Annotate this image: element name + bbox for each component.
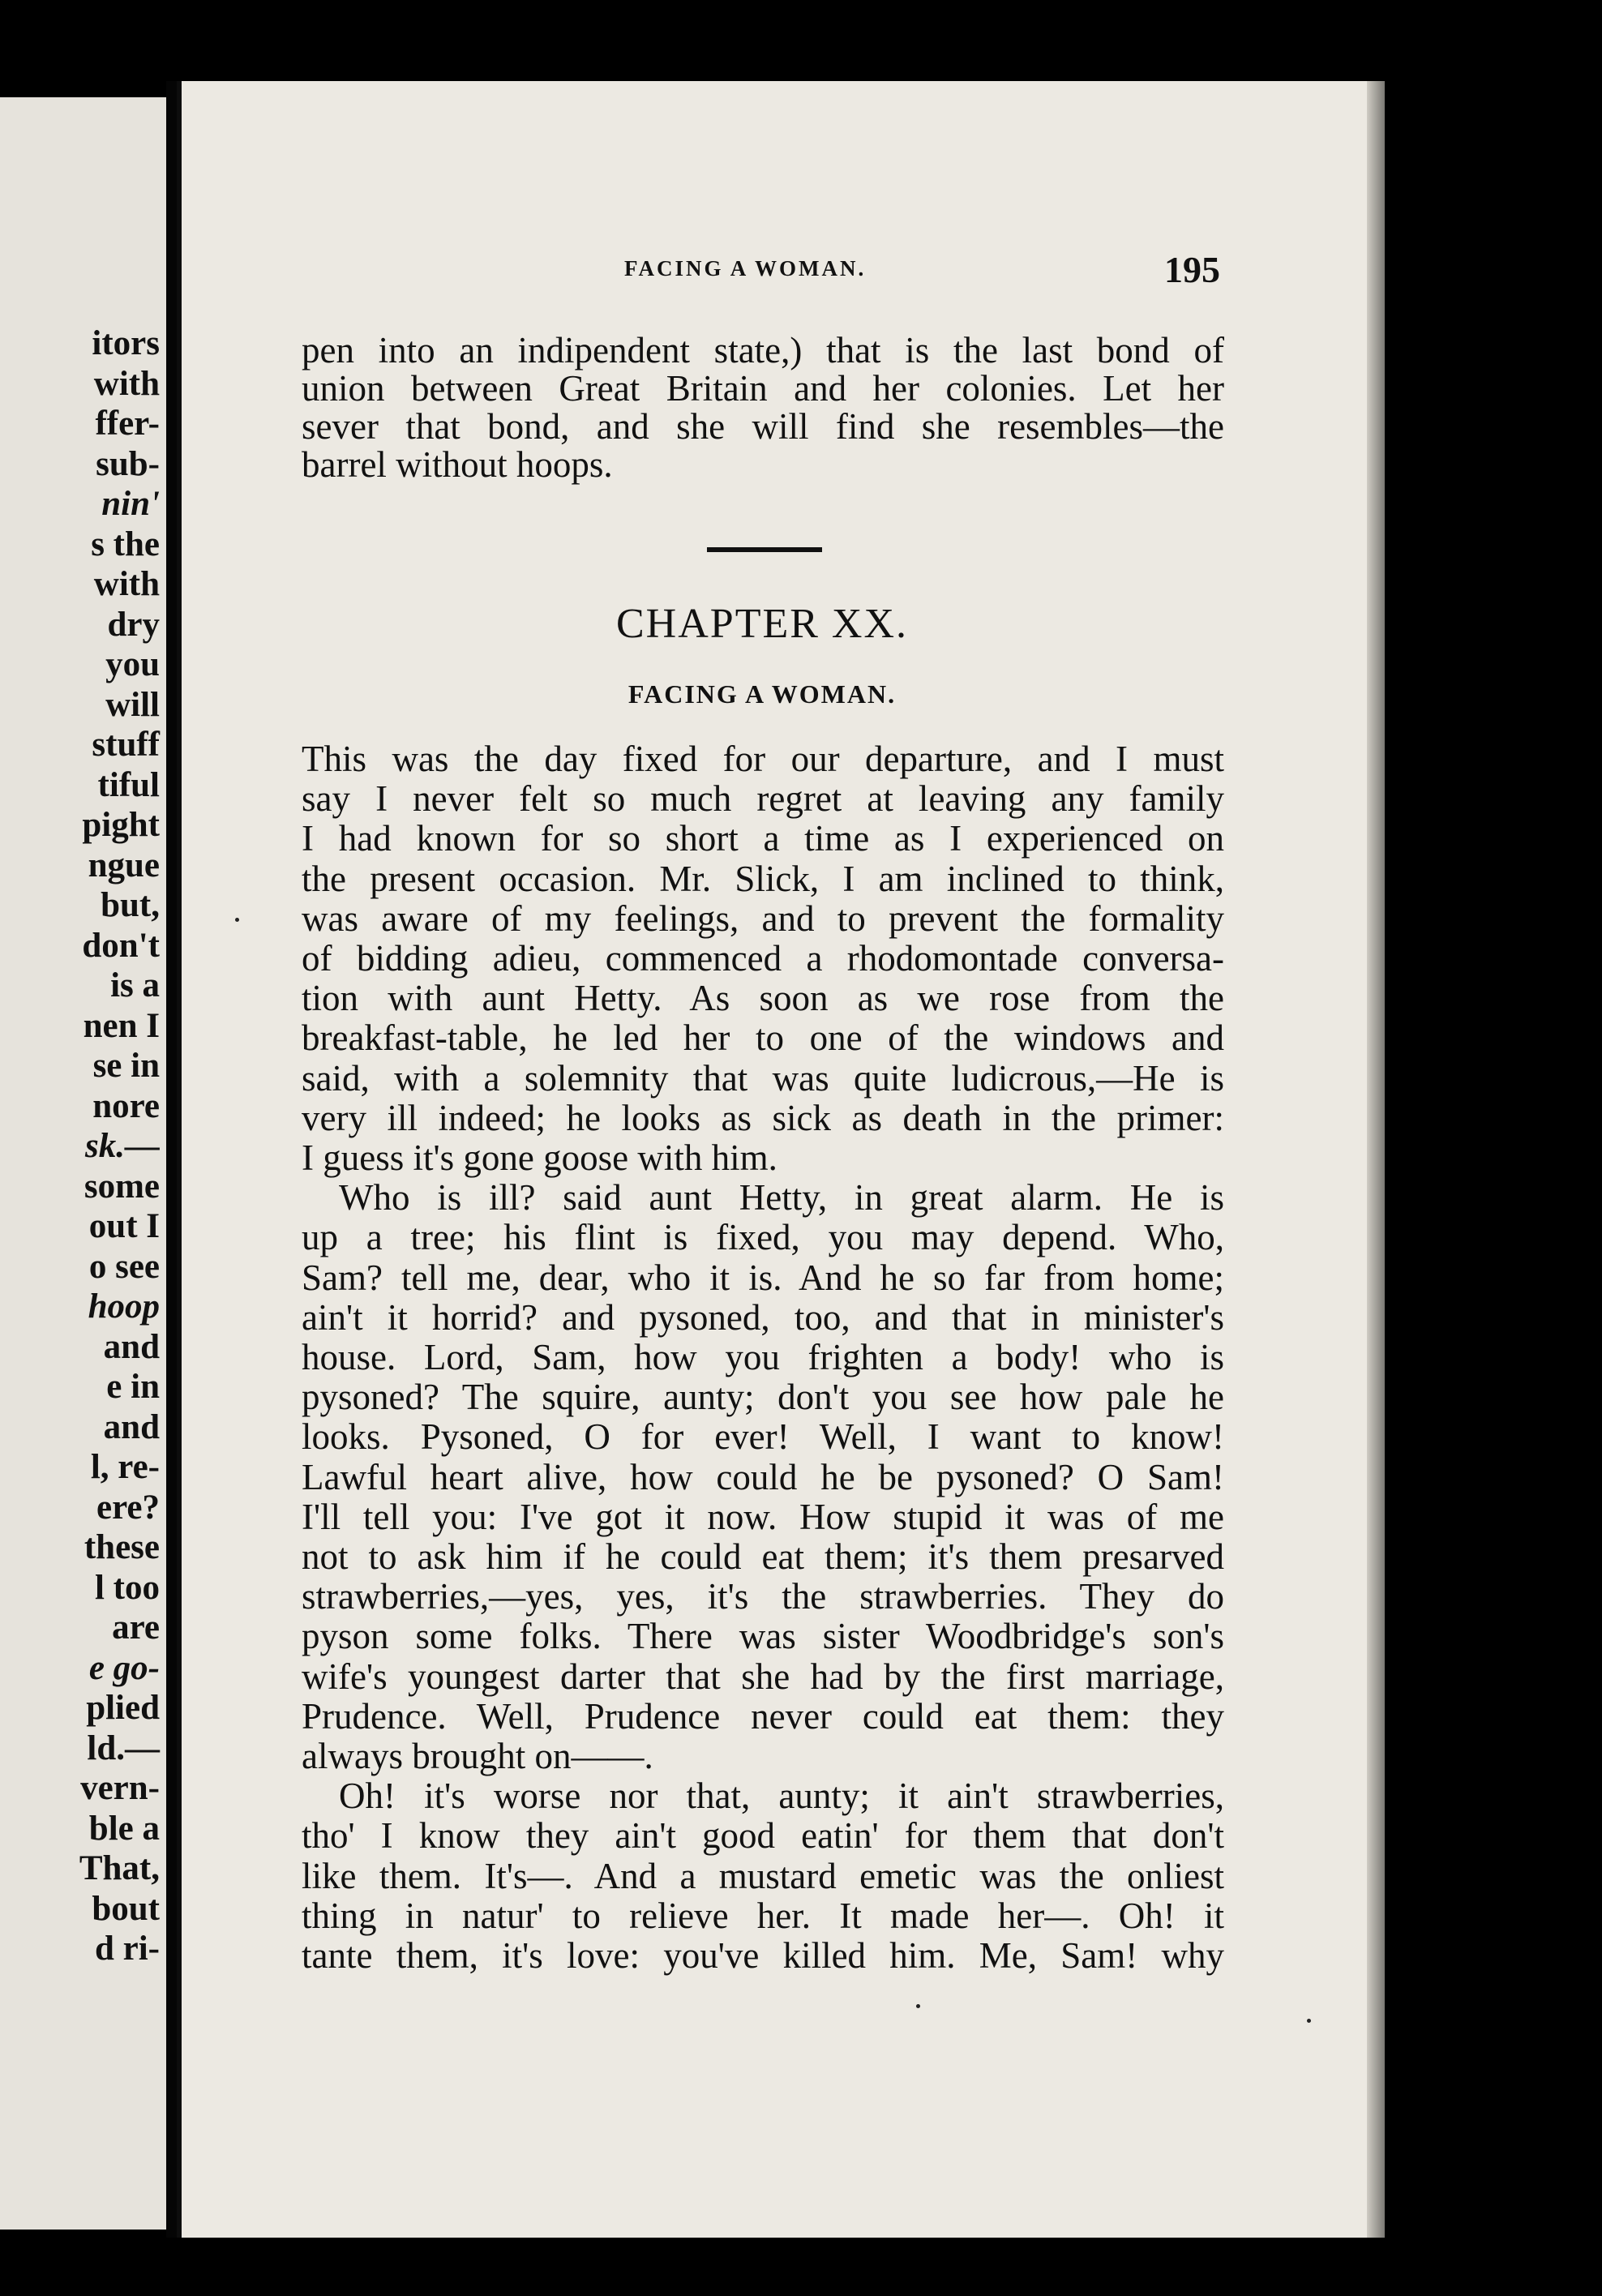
left-page-line: these	[84, 1528, 160, 1566]
left-page-line: se in	[92, 1047, 160, 1085]
text-line: breakfast-table, he led her to one of the windows and	[302, 1017, 1224, 1059]
scan-speck	[1307, 2019, 1311, 2023]
left-page-line: pight	[82, 806, 160, 844]
page-edge-shadow	[1367, 81, 1385, 2238]
chapter-subtitle: FACING A WOMAN.	[628, 679, 897, 709]
left-page-line: sub-	[96, 444, 160, 483]
page-number: 195	[1164, 249, 1220, 290]
left-page-line: tiful	[97, 765, 160, 804]
left-page-line: e in	[106, 1368, 160, 1406]
text-line: say I never felt so much regret at leaving any family	[302, 778, 1224, 820]
left-page-line: and	[103, 1407, 160, 1446]
text-line: ain't it horrid? and pysoned, too, and that in minister's	[302, 1296, 1224, 1338]
left-page-line: plied	[86, 1689, 160, 1727]
left-page-line: itors	[92, 324, 160, 362]
text-line: not to ask him if he could eat them; it's them presarved	[302, 1536, 1224, 1577]
left-page-line: o see	[88, 1247, 160, 1286]
left-page-line: is a	[110, 966, 160, 1004]
left-page-line: nore	[92, 1086, 160, 1125]
left-page-line: That,	[79, 1849, 160, 1887]
text-line: the present occasion. Mr. Slick, I am inclined to think,	[302, 858, 1224, 899]
text-line: Who is ill? said aunt Hetty, in great alarm. He is	[339, 1177, 1224, 1219]
left-page-line: will	[105, 685, 160, 724]
left-page-line: vern-	[80, 1769, 160, 1807]
left-page-line: ere?	[96, 1488, 160, 1527]
text-line: Sam? tell me, dear, who it is. And he so far from home;	[302, 1257, 1224, 1298]
left-page-line: with	[93, 565, 160, 603]
text-line: up a tree; his flint is fixed, you may depend. Who,	[302, 1217, 1224, 1258]
text-line: pyson some folks. There was sister Woodbridge's son's	[302, 1616, 1224, 1657]
left-page-fragment	[0, 97, 166, 2230]
left-page-line: with	[93, 364, 160, 403]
text-line: sever that bond, and she will find she resembles—the	[302, 406, 1224, 447]
left-page-line: dry	[107, 605, 160, 644]
left-page-line: stuff	[92, 726, 160, 764]
text-line: Prudence. Well, Prudence never could eat them: they	[302, 1695, 1224, 1737]
text-line: pysoned? The squire, aunty; don't you see how pale he	[302, 1377, 1224, 1418]
text-line: tho' I know they ain't good eatin' for them that don't	[302, 1815, 1224, 1857]
text-line: very ill indeed; he looks as sick as death in the primer:	[302, 1097, 1224, 1138]
text-line: looks. Pysoned, O for ever! Well, I want to know!	[302, 1416, 1224, 1458]
left-page-line: e go-	[88, 1648, 160, 1687]
text-line: Oh! it's worse nor that, aunty; it ain't strawberries,	[339, 1776, 1224, 1817]
left-page-line: and	[103, 1327, 160, 1366]
left-page-line: sk.—	[85, 1127, 160, 1165]
text-line: always brought on——.	[302, 1736, 653, 1776]
left-page-line: l too	[94, 1568, 160, 1607]
left-page-line: nin'	[101, 485, 160, 523]
text-line: strawberries,—yes, yes, it's the strawberries. They do	[302, 1576, 1224, 1617]
text-line: I had known for so short a time as I experienced on	[302, 818, 1224, 859]
text-line: tion with aunt Hetty. As soon as we rose from the	[302, 978, 1224, 1019]
left-page-line: ngue	[88, 846, 160, 885]
running-head: FACING A WOMAN.	[624, 256, 867, 281]
left-page-line: ble a	[88, 1809, 160, 1848]
left-page-line: are	[112, 1608, 160, 1647]
text-line: Lawful heart alive, how could he be pysoned? O Sam!	[302, 1456, 1224, 1497]
left-page-line: but,	[101, 886, 160, 924]
text-line: union between Great Britain and her colonies. Let her	[302, 368, 1224, 409]
text-line: house. Lord, Sam, how you frighten a body! who is	[302, 1337, 1224, 1377]
chapter-title: CHAPTER XX.	[615, 601, 909, 647]
text-line: of bidding adieu, commenced a rhodomontade conversa-	[302, 938, 1224, 979]
text-line: I'll tell you: I've got it now. How stupid it was of me	[302, 1496, 1224, 1537]
text-line: tante them, it's love: you've killed him. Me, Sam! why	[302, 1935, 1224, 1976]
left-page-line: ffer-	[95, 405, 160, 443]
text-line: like them. It's—. And a mustard emetic was the onliest	[302, 1855, 1224, 1896]
left-page-line: l, re-	[90, 1448, 160, 1486]
left-page-line: some	[84, 1167, 160, 1206]
left-page-line: out I	[88, 1207, 160, 1245]
section-rule	[707, 547, 822, 552]
text-line: thing in natur' to relieve her. It made her—. Oh! it	[302, 1895, 1224, 1936]
left-page-line: s the	[91, 525, 160, 563]
left-page-line: hoop	[88, 1287, 160, 1326]
left-page-line: bout	[92, 1889, 160, 1928]
text-line: said, with a solemnity that was quite ludicrous,—He is	[302, 1057, 1224, 1099]
text-line: pen into an indipendent state,) that is the last bond of	[302, 330, 1224, 371]
left-page-line: ld.—	[87, 1728, 160, 1767]
text-line: I guess it's gone goose with him.	[302, 1137, 777, 1178]
text-line: barrel without hoops.	[302, 444, 613, 485]
text-line: was aware of my feelings, and to prevent the formality	[302, 897, 1224, 939]
scan-speck	[916, 2004, 920, 2008]
text-line: wife's youngest darter that she had by the first marriage,	[302, 1656, 1224, 1697]
scan-speck	[235, 918, 239, 922]
left-page-line: don't	[82, 926, 160, 965]
left-page-line: nen I	[83, 1006, 160, 1045]
left-page-line: you	[105, 645, 160, 683]
text-line: This was the day fixed for our departure, and I must	[302, 739, 1224, 779]
left-page-line: d ri-	[94, 1930, 160, 1968]
